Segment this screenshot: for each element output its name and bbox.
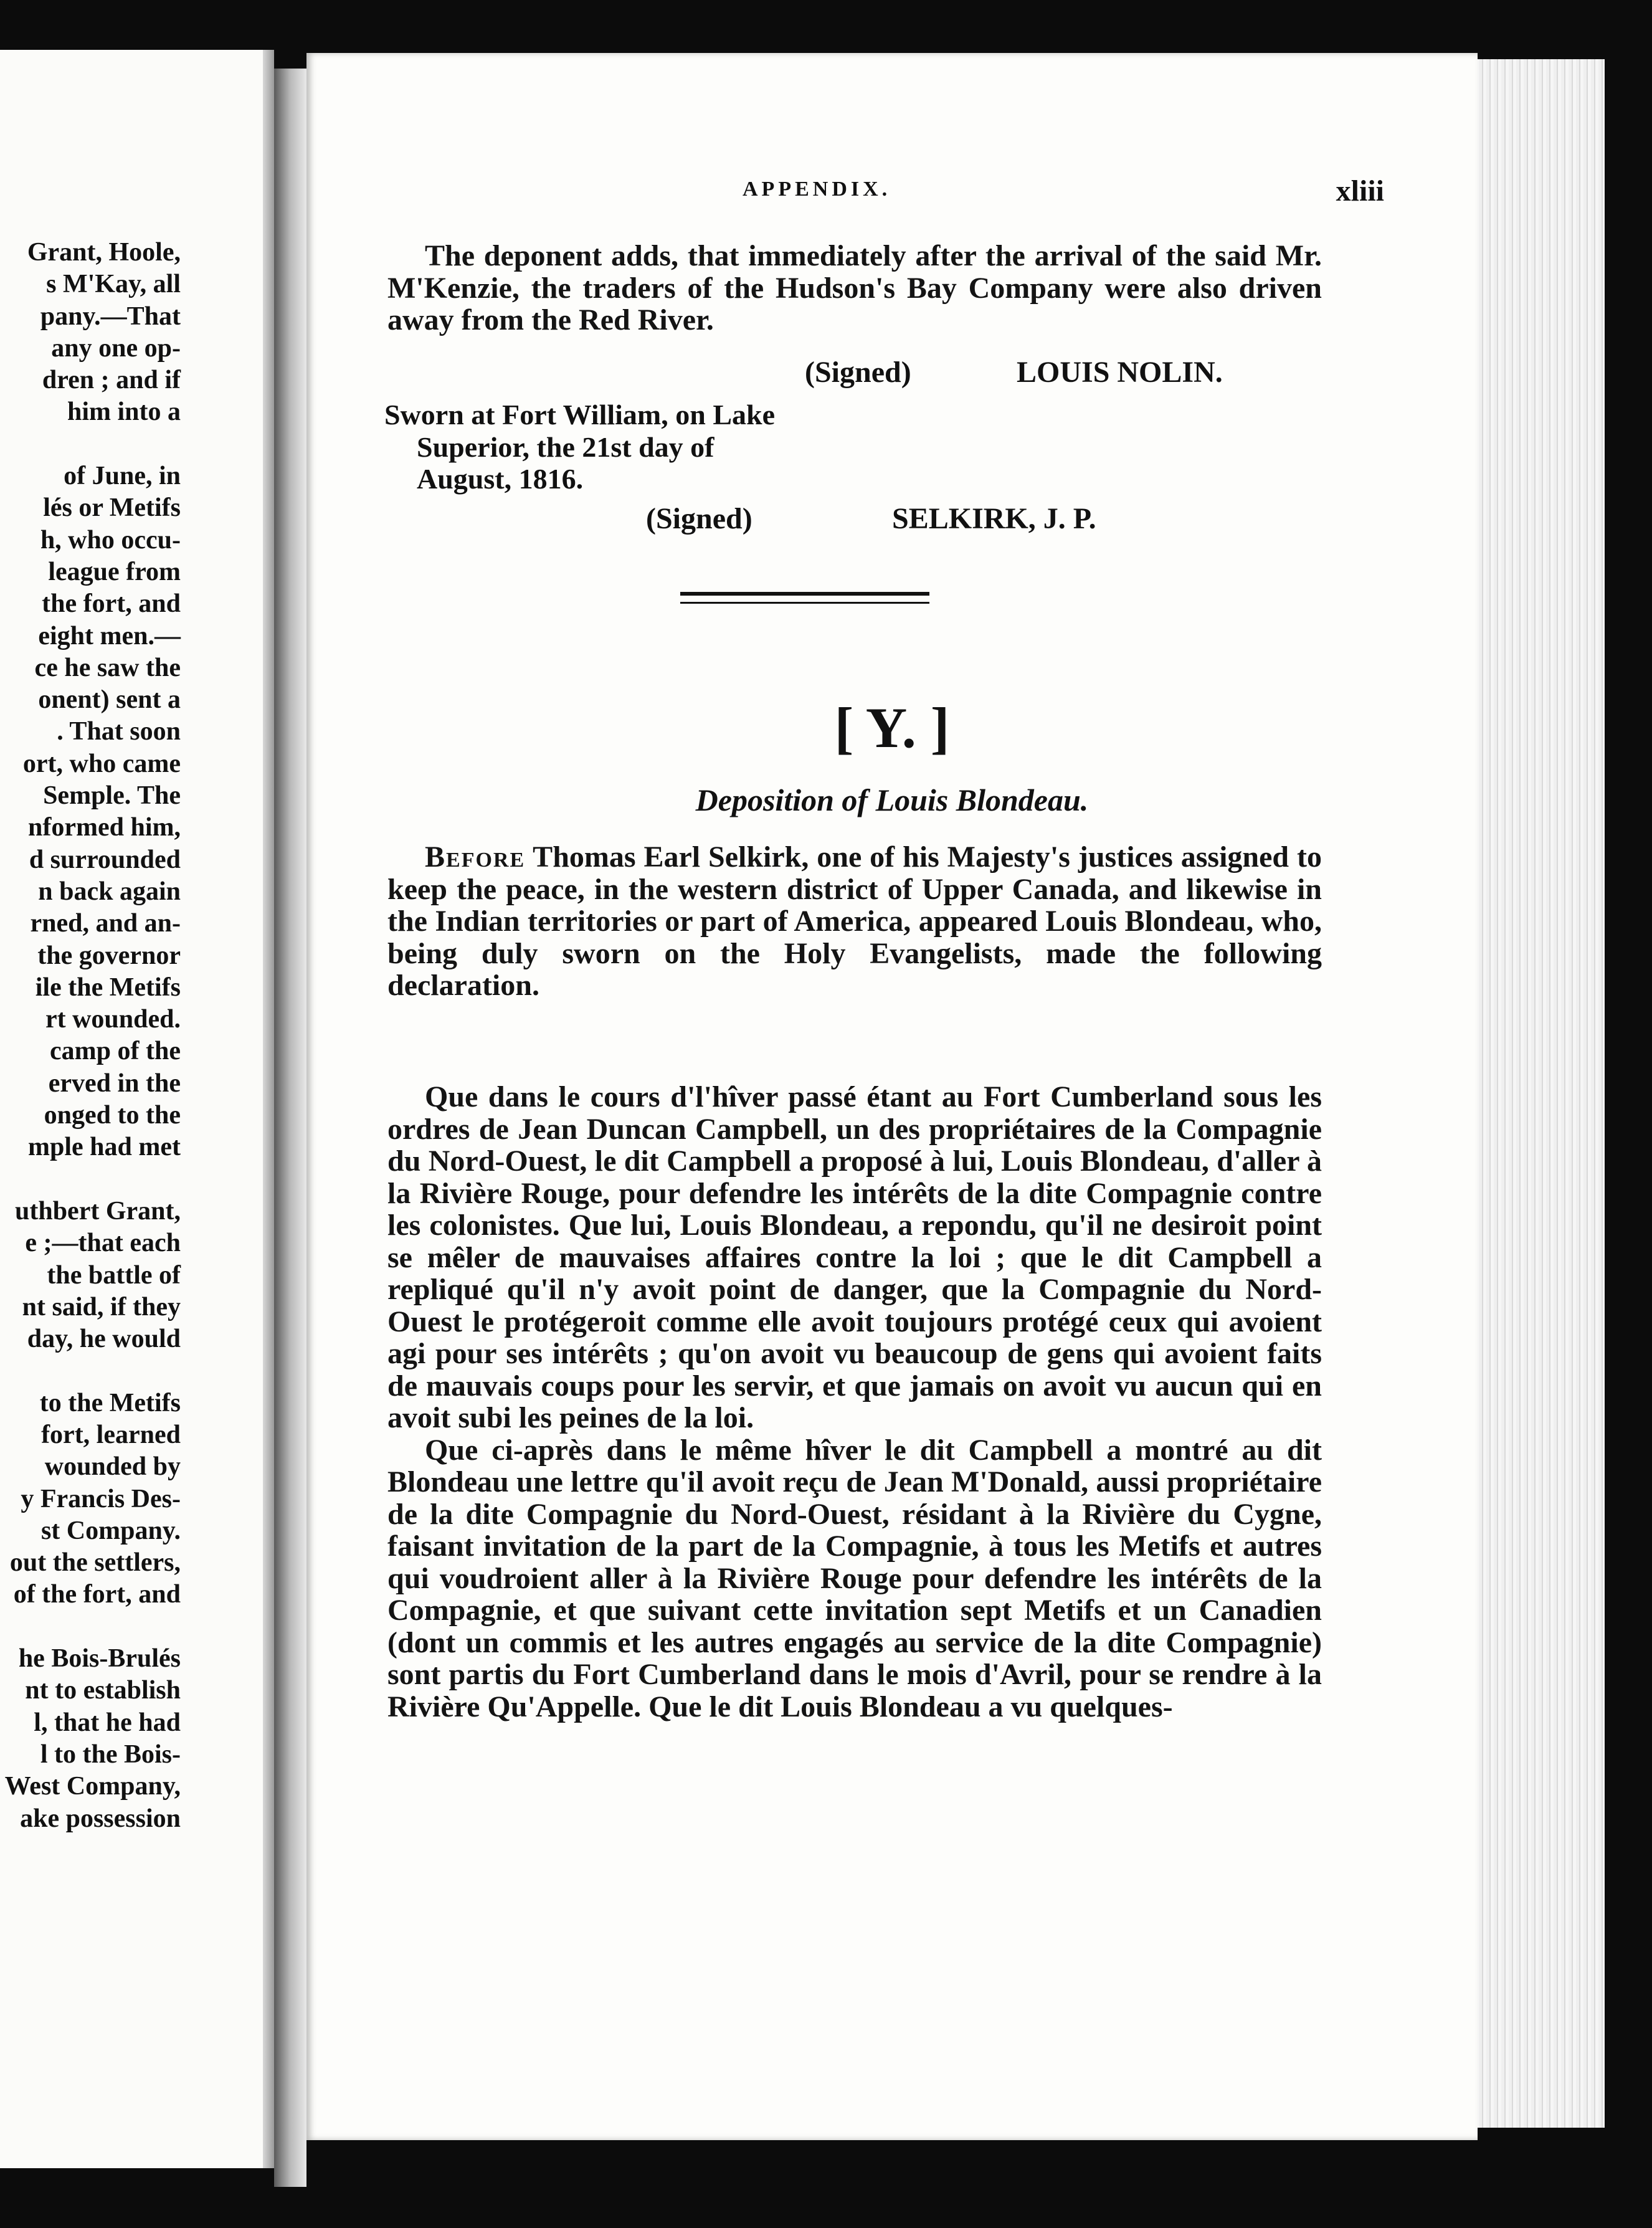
facing-page-line: Semple. The [43,781,181,811]
facing-page-line: e ;—that each [25,1229,181,1258]
facing-page-line: d surrounded [29,845,181,874]
section-divider [680,592,929,604]
facing-page-line [0,1611,181,1643]
deposition-french [387,1081,1322,1723]
justice-name: SELKIRK, J. P. [892,502,1096,535]
sworn-statement: Sworn at Fort William, on Lake Superior, the 21st day of August, 1816. [384,399,775,495]
facing-page-line: erved in the [48,1069,181,1098]
signed-label-justice: (Signed) [646,502,752,535]
facing-page-line: pany.—That [40,302,181,331]
facing-page-line: day, he would [27,1325,181,1354]
lead-word: Before [425,840,526,874]
facing-page [0,50,274,2168]
facing-page-line: l, that he had [34,1708,181,1737]
facing-page-line: y Francis Des- [21,1484,181,1513]
facing-page-line: league from [48,557,181,586]
facing-page-line: ile the Metifs [35,973,181,1002]
facing-page-line: fort, learned [41,1420,181,1449]
facing-page-line: . That soon [57,717,181,746]
section-mark: [ Y. ] [834,696,950,759]
facing-page-line: eight men.— [38,621,181,650]
facing-page-line: mple had met [28,1133,181,1162]
facing-page-line: out the settlers, [9,1548,181,1578]
facing-page-line: s M'Kay, all [46,270,181,299]
page-number: xliii [1336,174,1384,207]
facing-page-line [0,429,181,460]
facing-page-line: nt said, if they [22,1292,181,1321]
facing-page-line: ake possession [20,1804,181,1833]
opening-text: Thomas Earl Selkirk, one of his Majesty's justices assigned to keep the peace, in the western district of Upper Canada, and likewise in the Indian territories or part of America, appeared Louis Blondeau, who, being duly sworn on the Holy Evangelists, made the following declaration. [387,840,1322,1002]
deposition-title: Deposition of Louis Blondeau. [695,783,1089,817]
page [306,53,1478,2140]
facing-page-line: Grant, Hoole, [27,238,181,267]
facing-page-line: h, who occu- [40,525,181,555]
facing-page-line: n back again [38,877,181,906]
facing-page-line: dren ; and if [42,366,181,395]
running-header [306,174,1478,215]
facing-page-line: to the Metifs [39,1388,181,1417]
facing-page-line: the battle of [47,1260,181,1290]
facing-page-line: ort, who came [22,749,181,778]
paragraph-1: Que dans le cours d'l'hîver passé étant au Fort Cumberland sous les ordres de Jean Duncan Campbell, un des propriétaires de la Compagnie du Nord-Ouest, le dit Campbell a proposé à lui, Louis Blondeau, d'aller à la Rivière Rouge, pour defendre les intérêts de la dite Compagnie contre les colonistes. Que lui, Louis Blondeau, a repondu, qu'il ne desiroit point se mêler de mauvaises affaires contre la loi ; que le dit Campbell a repliqué qu'il n'y avoit point de danger, que la Compagnie du Nord-Ouest le protégeroit comme elle avoit toujours protégé ceux qui avoient agi pour ses intérêts ; qu'on avoit vu beaucoup de gens qui avoient faits de mauvais coups pour les servir, et que jamais on avoit vu aucun qui en avoit subi les peines de la loi. [387,1080,1322,1434]
facing-page-line: him into a [67,398,181,427]
facing-page-line: rned, and an- [30,909,181,938]
page-edges [1464,59,1605,2128]
running-title: APPENDIX. [743,178,891,201]
gutter-shadow [263,50,274,2168]
facing-page-line: the governor [37,941,181,970]
facing-page-line: ce he saw the [34,653,181,682]
facing-page-line: uthbert Grant, [15,1196,181,1226]
facing-page-line: st Company. [40,1516,181,1545]
facing-page-line: wounded by [44,1452,181,1482]
facing-page-line: l to the Bois- [40,1740,181,1769]
facing-page-line [0,1164,181,1196]
facing-page-line: lés or Metifs [43,493,181,523]
facing-page-line: of the fort, and [13,1580,181,1609]
deposition-opening [387,841,1322,1002]
facing-page-line: West Company, [4,1772,181,1801]
facing-page-line: he Bois-Brulés [18,1644,181,1673]
facing-page-line: onged to the [44,1101,181,1130]
facing-page-line: onent) sent a [38,685,181,715]
facing-page-line: nformed him, [28,813,181,842]
facing-page-line: the fort, and [42,589,181,619]
signer-name: LOUIS NOLIN. [1017,356,1223,389]
facing-page-line: rt wounded. [45,1005,181,1034]
nolin-closing-paragraph: The deponent adds, that immediately after the arrival of the said Mr. M'Kenzie, the traders of the Hudson's Bay Company were also driven away from the Red River. [387,239,1322,336]
book-spine [274,69,306,2187]
facing-page-line [0,1355,181,1387]
signed-label: (Signed) [805,356,911,389]
facing-page-line: any one op- [51,333,181,363]
facing-page-text [0,237,181,1835]
paragraph-2: Que ci-après dans le même hîver le dit Campbell a montré au dit Blondeau une lettre qu'il avoit reçu de Jean M'Donald, aussi propriétaire de la dite Compagnie du Nord-Ouest, résidant à la Rivière du Cygne, faisant invitation de la part de la Compagnie, à tous les Metifs et autres qui voudroient aller à la Rivière Rouge pour defendre les intérêts de la Compagnie, et que suivant cette invitation sept Metifs et un Canadien (dont un commis et les autres engagés au service de la dite Compagnie) sont partis du Fort Cumberland dans le mois d'Avril, pour se rendre à la Rivière Qu'Appelle. Que le dit Louis Blondeau a vu quelques- [387,1433,1322,1723]
facing-page-line: of June, in [64,462,181,491]
facing-page-line: nt to establish [25,1676,181,1705]
facing-page-line: camp of the [50,1037,181,1066]
